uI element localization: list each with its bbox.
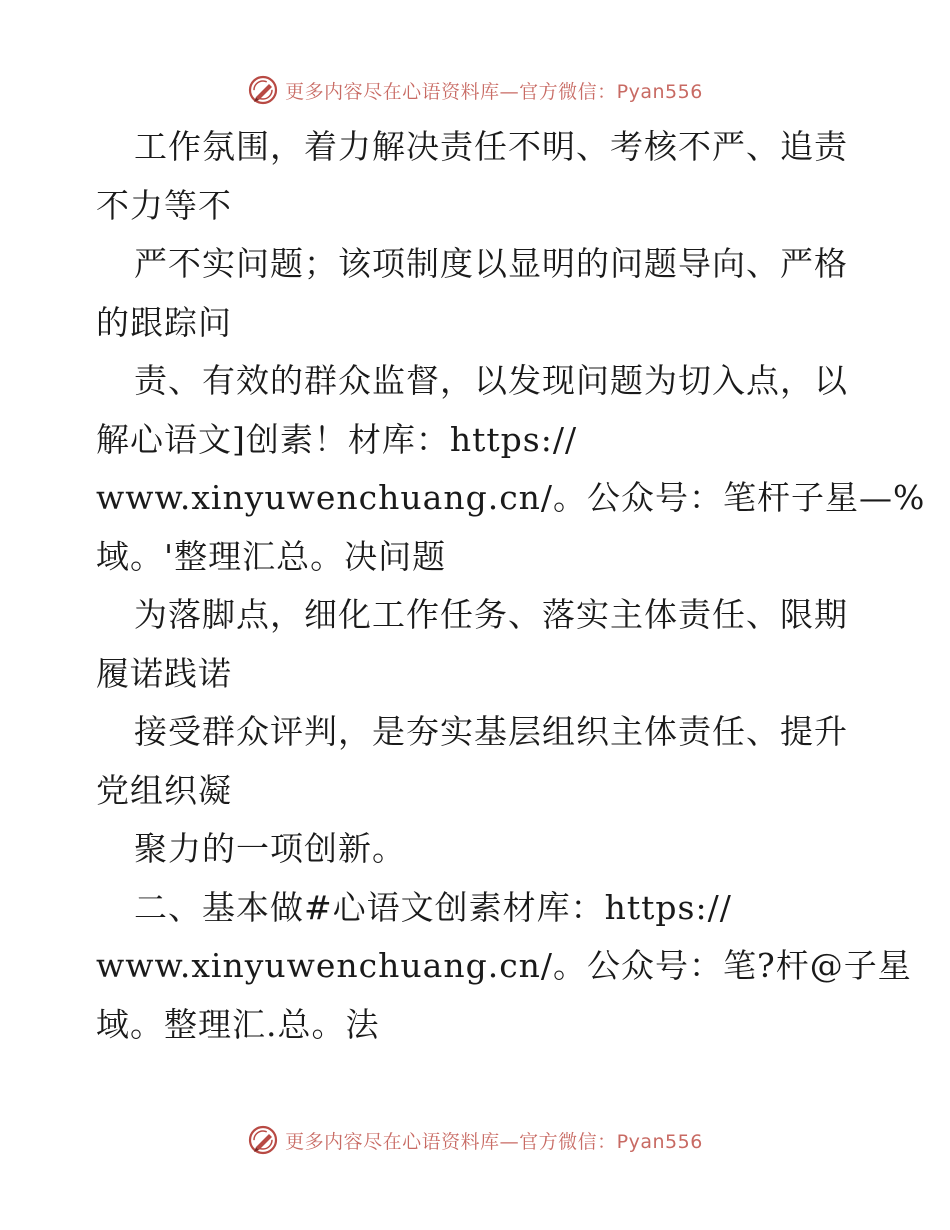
- body-line: 工作氛围，着力解决责任不明、考核不严、追责: [134, 127, 848, 166]
- body-line: 的跟踪问: [96, 302, 232, 342]
- banner-label: 更多内容尽在心语资料库—官方微信：: [285, 80, 617, 103]
- section-heading: 二、基本做#心语文创素材库：https://: [134, 887, 732, 927]
- body-line: 不力等不: [96, 185, 232, 225]
- body-line: 解心语文]创素！材库：https://: [96, 419, 578, 459]
- pen-logo-icon: [247, 74, 279, 106]
- body-line: 域。'整理汇总。决问题: [96, 536, 447, 576]
- body-line: 履诺践诺: [96, 653, 232, 693]
- body-line: www.xinyuwenchuang.cn/。公众号：笔?杆@子星: [96, 946, 912, 985]
- pen-logo-icon: [247, 1124, 279, 1156]
- body-line: 聚力的一项创新。: [134, 829, 406, 868]
- wechat-id: Pyan556: [616, 80, 703, 103]
- body-line: 党组织凝: [96, 770, 232, 810]
- body-line: 责、有效的群众监督，以发现问题为切入点，以: [134, 361, 848, 400]
- wechat-id: Pyan556: [616, 1130, 703, 1153]
- document-body: [96, 118, 926, 1054]
- banner-text: [285, 77, 703, 104]
- banner-text: [285, 1127, 703, 1154]
- header-banner: [0, 70, 950, 110]
- body-line: www.xinyuwenchuang.cn/。公众号：笔杆子星—%: [96, 478, 926, 517]
- body-line: 域。整理汇.总。法: [96, 1004, 380, 1044]
- banner-label: 更多内容尽在心语资料库—官方微信：: [285, 1130, 617, 1153]
- body-line: 为落脚点，细化工作任务、落实主体责任、限期: [134, 595, 848, 634]
- body-line: 严不实问题；该项制度以显明的问题导向、严格: [134, 244, 848, 283]
- body-line: 接受群众评判，是夯实基层组织主体责任、提升: [134, 712, 848, 751]
- footer-banner: [0, 1120, 950, 1160]
